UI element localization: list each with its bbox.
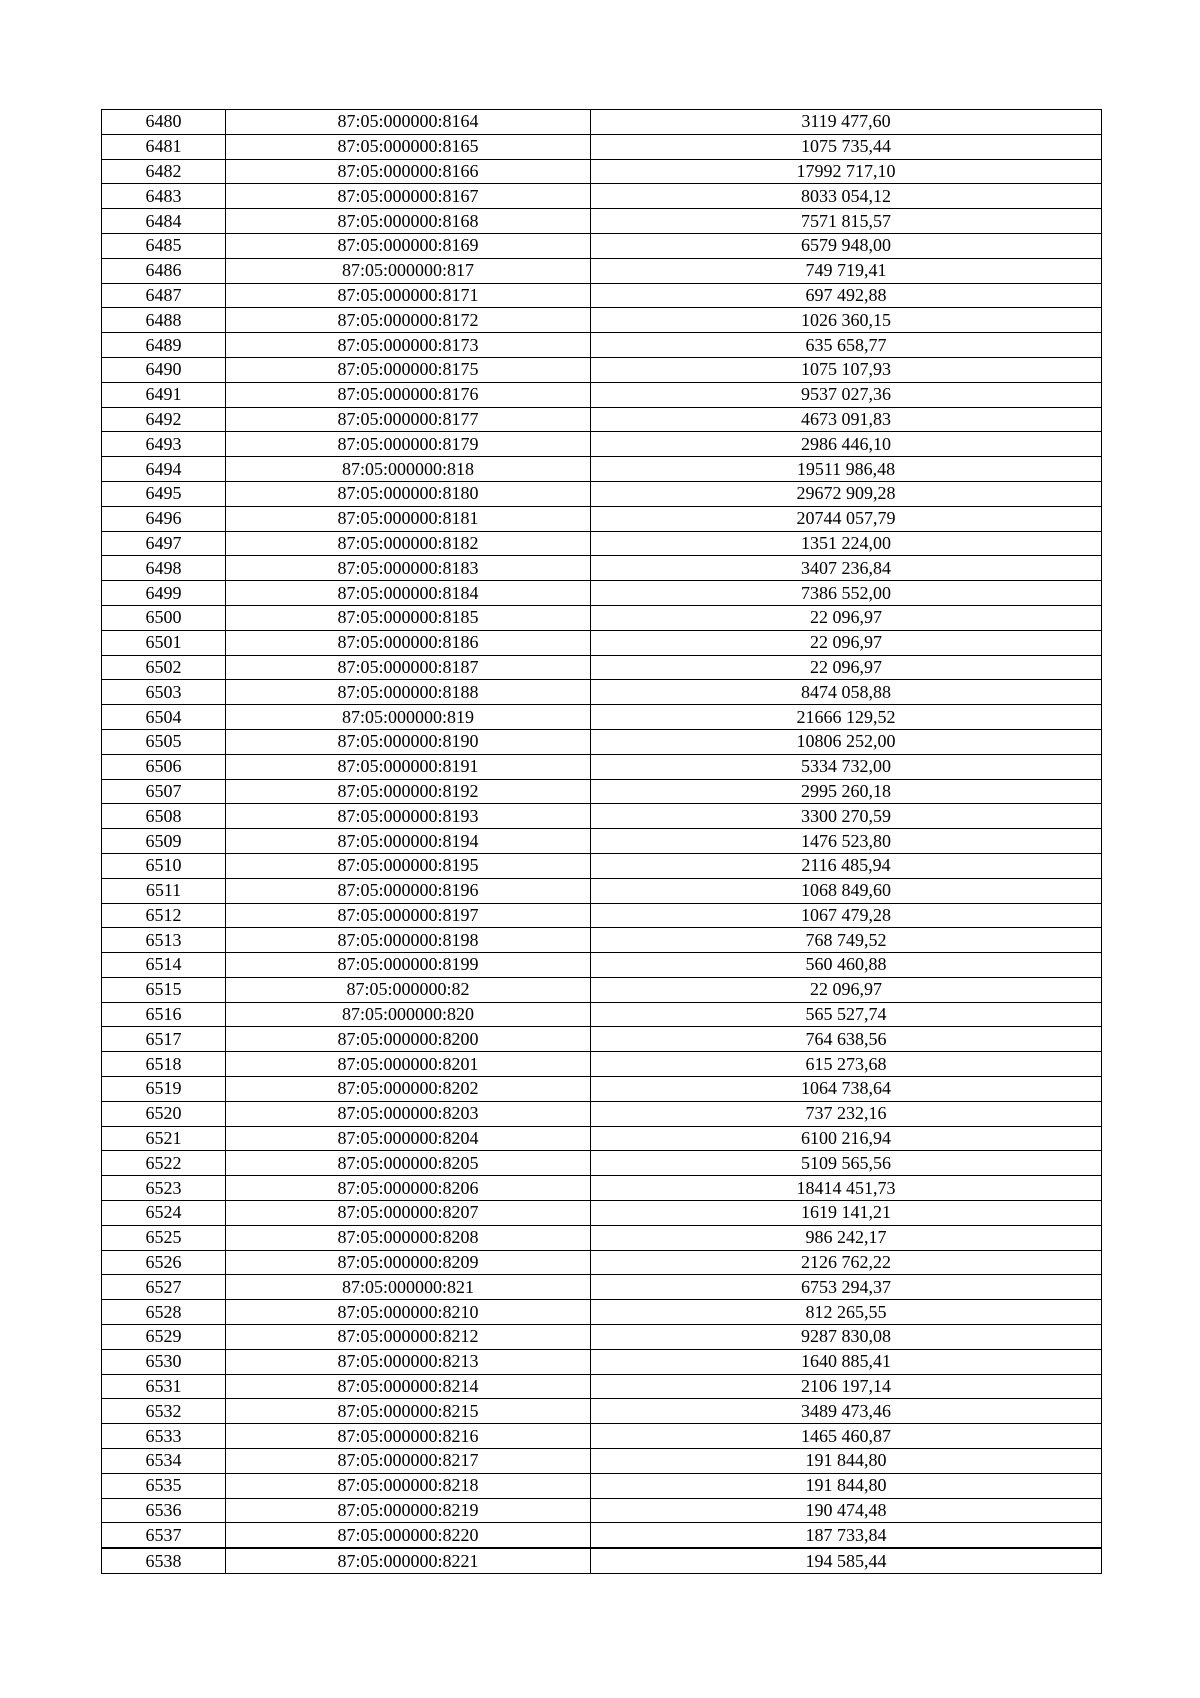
cadastral-number-cell: 87:05:000000:8183 [226,556,591,581]
row-number-cell: 6524 [102,1201,226,1226]
cadastral-value-cell: 20744 057,79 [591,506,1102,531]
table-row [102,853,1102,878]
cadastral-number-cell: 87:05:000000:82 [226,977,591,1002]
cadastral-value-cell: 191 844,80 [591,1473,1102,1498]
cadastral-number-cell: 87:05:000000:8210 [226,1300,591,1325]
cadastral-number-cell: 87:05:000000:8202 [226,1077,591,1102]
cadastral-number-cell: 87:05:000000:818 [226,457,591,482]
row-number-cell: 6526 [102,1250,226,1275]
cadastral-value-cell: 986 242,17 [591,1225,1102,1250]
row-number-cell: 6522 [102,1151,226,1176]
row-number-cell: 6510 [102,853,226,878]
table-row [102,184,1102,209]
row-number-cell: 6493 [102,432,226,457]
cadastral-value-cell: 768 749,52 [591,928,1102,953]
cadastral-number-cell: 87:05:000000:8209 [226,1250,591,1275]
table-row [102,209,1102,234]
table-row [102,531,1102,556]
cadastral-number-cell: 87:05:000000:8168 [226,209,591,234]
cadastral-number-cell: 87:05:000000:8201 [226,1052,591,1077]
cadastral-number-cell: 87:05:000000:8199 [226,953,591,978]
table-row [102,110,1102,135]
cadastral-value-cell: 565 527,74 [591,1002,1102,1027]
row-number-cell: 6519 [102,1077,226,1102]
row-number-cell: 6533 [102,1424,226,1449]
cadastral-number-cell: 87:05:000000:8188 [226,680,591,705]
cadastral-number-cell: 87:05:000000:8195 [226,853,591,878]
row-number-cell: 6496 [102,506,226,531]
cadastral-number-cell: 87:05:000000:8173 [226,333,591,358]
cadastral-number-cell: 87:05:000000:8181 [226,506,591,531]
cadastral-number-cell: 87:05:000000:8171 [226,283,591,308]
table-row [102,779,1102,804]
cadastral-value-cell: 1476 523,80 [591,829,1102,854]
table-row [102,1424,1102,1449]
table-row [102,630,1102,655]
cadastral-number-cell: 87:05:000000:8196 [226,878,591,903]
cadastral-number-cell: 87:05:000000:8207 [226,1201,591,1226]
table-row [102,407,1102,432]
cadastral-number-cell: 87:05:000000:8180 [226,481,591,506]
row-number-cell: 6506 [102,754,226,779]
row-number-cell: 6534 [102,1449,226,1474]
table-row [102,1473,1102,1498]
row-number-cell: 6488 [102,308,226,333]
cadastral-value-cell: 1075 107,93 [591,357,1102,382]
row-number-cell: 6515 [102,977,226,1002]
cadastral-value-cell: 2995 260,18 [591,779,1102,804]
cadastral-value-cell: 4673 091,83 [591,407,1102,432]
table-row [102,705,1102,730]
row-number-cell: 6489 [102,333,226,358]
table-row [102,1151,1102,1176]
cadastral-value-cell: 1351 224,00 [591,531,1102,556]
row-number-cell: 6532 [102,1399,226,1424]
cadastral-value-cell: 7386 552,00 [591,581,1102,606]
cadastral-value-cell: 190 474,48 [591,1498,1102,1523]
table-row [102,258,1102,283]
cadastral-value-cell: 8474 058,88 [591,680,1102,705]
row-number-cell: 6508 [102,804,226,829]
cadastral-value-cell: 1640 885,41 [591,1349,1102,1374]
row-number-cell: 6495 [102,481,226,506]
row-number-cell: 6502 [102,655,226,680]
table-row [102,1275,1102,1300]
cadastral-number-cell: 87:05:000000:8186 [226,630,591,655]
row-number-cell: 6507 [102,779,226,804]
cadastral-number-cell: 87:05:000000:8172 [226,308,591,333]
table-row [102,729,1102,754]
cadastral-value-cell: 22 096,97 [591,630,1102,655]
cadastral-value-cell: 1465 460,87 [591,1424,1102,1449]
cadastral-number-cell: 87:05:000000:8193 [226,804,591,829]
table-row [102,1027,1102,1052]
cadastral-number-cell: 87:05:000000:8198 [226,928,591,953]
table-row [102,928,1102,953]
cadastral-value-cell: 737 232,16 [591,1101,1102,1126]
table-row [102,680,1102,705]
row-number-cell: 6516 [102,1002,226,1027]
table-row [102,1498,1102,1523]
cadastral-number-cell: 87:05:000000:8169 [226,233,591,258]
cadastral-number-cell: 87:05:000000:8192 [226,779,591,804]
cadastral-number-cell: 87:05:000000:819 [226,705,591,730]
cadastral-value-cell: 764 638,56 [591,1027,1102,1052]
cadastral-number-cell: 87:05:000000:8194 [226,829,591,854]
cadastral-value-cell: 1067 479,28 [591,903,1102,928]
row-number-cell: 6518 [102,1052,226,1077]
row-number-cell: 6501 [102,630,226,655]
row-number-cell: 6494 [102,457,226,482]
table-row [102,1449,1102,1474]
cadastral-value-cell: 18414 451,73 [591,1176,1102,1201]
row-number-cell: 6527 [102,1275,226,1300]
cadastral-number-cell: 87:05:000000:8197 [226,903,591,928]
cadastral-value-cell: 2986 446,10 [591,432,1102,457]
cadastral-value-cell: 10806 252,00 [591,729,1102,754]
row-number-cell: 6513 [102,928,226,953]
row-number-cell: 6525 [102,1225,226,1250]
cadastral-value-cell: 1619 141,21 [591,1201,1102,1226]
table-row [102,1225,1102,1250]
row-number-cell: 6484 [102,209,226,234]
table-row [102,1548,1102,1573]
row-number-cell: 6531 [102,1374,226,1399]
cadastral-value-cell: 3119 477,60 [591,110,1102,135]
table-row [102,655,1102,680]
cadastral-number-cell: 87:05:000000:8176 [226,382,591,407]
table-row [102,283,1102,308]
table-row [102,134,1102,159]
row-number-cell: 6492 [102,407,226,432]
cadastral-number-cell: 87:05:000000:8200 [226,1027,591,1052]
cadastral-value-cell: 9537 027,36 [591,382,1102,407]
cadastral-value-cell: 1026 360,15 [591,308,1102,333]
row-number-cell: 6482 [102,159,226,184]
row-number-cell: 6536 [102,1498,226,1523]
cadastral-value-cell: 194 585,44 [591,1548,1102,1573]
row-number-cell: 6505 [102,729,226,754]
table-row [102,605,1102,630]
table-row [102,804,1102,829]
cadastral-number-cell: 87:05:000000:817 [226,258,591,283]
cadastral-value-cell: 812 265,55 [591,1300,1102,1325]
table-row [102,457,1102,482]
row-number-cell: 6528 [102,1300,226,1325]
cadastral-value-cell: 9287 830,08 [591,1325,1102,1350]
cadastral-value-cell: 7571 815,57 [591,209,1102,234]
cadastral-value-cell: 3407 236,84 [591,556,1102,581]
table-row [102,953,1102,978]
table-row [102,481,1102,506]
table-row [102,1201,1102,1226]
cadastral-number-cell: 87:05:000000:8185 [226,605,591,630]
cadastral-value-cell: 187 733,84 [591,1523,1102,1548]
row-number-cell: 6486 [102,258,226,283]
cadastral-number-cell: 87:05:000000:8220 [226,1523,591,1548]
cadastral-value-cell: 22 096,97 [591,977,1102,1002]
cadastral-number-cell: 87:05:000000:8212 [226,1325,591,1350]
table-row [102,382,1102,407]
cadastral-number-cell: 87:05:000000:8214 [226,1374,591,1399]
table-row [102,1374,1102,1399]
cadastral-number-cell: 87:05:000000:8167 [226,184,591,209]
cadastral-value-cell: 1075 735,44 [591,134,1102,159]
row-number-cell: 6538 [102,1548,226,1573]
row-number-cell: 6500 [102,605,226,630]
table-row [102,977,1102,1002]
table-row [102,878,1102,903]
table-row [102,506,1102,531]
cadastral-value-cell: 191 844,80 [591,1449,1102,1474]
cadastral-value-cell: 2126 762,22 [591,1250,1102,1275]
cadastral-value-table [101,109,1102,1574]
row-number-cell: 6517 [102,1027,226,1052]
cadastral-number-cell: 87:05:000000:8179 [226,432,591,457]
cadastral-number-cell: 87:05:000000:8206 [226,1176,591,1201]
table-row [102,1077,1102,1102]
cadastral-value-cell: 635 658,77 [591,333,1102,358]
cadastral-value-cell: 8033 054,12 [591,184,1102,209]
cadastral-value-cell: 22 096,97 [591,655,1102,680]
row-number-cell: 6485 [102,233,226,258]
table-row [102,903,1102,928]
cadastral-value-cell: 3300 270,59 [591,804,1102,829]
row-number-cell: 6504 [102,705,226,730]
table-row [102,1300,1102,1325]
cadastral-number-cell: 87:05:000000:8205 [226,1151,591,1176]
cadastral-number-cell: 87:05:000000:8190 [226,729,591,754]
row-number-cell: 6529 [102,1325,226,1350]
row-number-cell: 6512 [102,903,226,928]
cadastral-value-cell: 560 460,88 [591,953,1102,978]
cadastral-value-cell: 5109 565,56 [591,1151,1102,1176]
table-row [102,1126,1102,1151]
table-row [102,1002,1102,1027]
cadastral-value-cell: 749 719,41 [591,258,1102,283]
cadastral-number-cell: 87:05:000000:8165 [226,134,591,159]
cadastral-number-cell: 87:05:000000:821 [226,1275,591,1300]
cadastral-number-cell: 87:05:000000:8182 [226,531,591,556]
row-number-cell: 6483 [102,184,226,209]
row-number-cell: 6535 [102,1473,226,1498]
row-number-cell: 6503 [102,680,226,705]
cadastral-value-cell: 6753 294,37 [591,1275,1102,1300]
row-number-cell: 6521 [102,1126,226,1151]
row-number-cell: 6511 [102,878,226,903]
row-number-cell: 6498 [102,556,226,581]
row-number-cell: 6499 [102,581,226,606]
table-row [102,159,1102,184]
table-row [102,233,1102,258]
cadastral-value-cell: 1068 849,60 [591,878,1102,903]
row-number-cell: 6514 [102,953,226,978]
cadastral-number-cell: 87:05:000000:8166 [226,159,591,184]
cadastral-number-cell: 87:05:000000:8177 [226,407,591,432]
table-row [102,432,1102,457]
table-row [102,556,1102,581]
cadastral-number-cell: 87:05:000000:820 [226,1002,591,1027]
cadastral-value-cell: 1064 738,64 [591,1077,1102,1102]
row-number-cell: 6480 [102,110,226,135]
row-number-cell: 6481 [102,134,226,159]
table-row [102,1349,1102,1374]
row-number-cell: 6530 [102,1349,226,1374]
cadastral-number-cell: 87:05:000000:8204 [226,1126,591,1151]
cadastral-value-cell: 17992 717,10 [591,159,1102,184]
table-row [102,1101,1102,1126]
table-row [102,333,1102,358]
row-number-cell: 6520 [102,1101,226,1126]
row-number-cell: 6523 [102,1176,226,1201]
table-body [102,110,1102,1574]
cadastral-value-cell: 3489 473,46 [591,1399,1102,1424]
cadastral-value-cell: 697 492,88 [591,283,1102,308]
table-row [102,1176,1102,1201]
cadastral-value-cell: 2106 197,14 [591,1374,1102,1399]
cadastral-number-cell: 87:05:000000:8217 [226,1449,591,1474]
table-row [102,754,1102,779]
table-row [102,357,1102,382]
cadastral-value-cell: 5334 732,00 [591,754,1102,779]
table-row [102,829,1102,854]
cadastral-number-cell: 87:05:000000:8191 [226,754,591,779]
row-number-cell: 6497 [102,531,226,556]
cadastral-value-cell: 22 096,97 [591,605,1102,630]
table-row [102,1523,1102,1548]
row-number-cell: 6509 [102,829,226,854]
table-row [102,1250,1102,1275]
table-row [102,1325,1102,1350]
table-row [102,1052,1102,1077]
cadastral-number-cell: 87:05:000000:8175 [226,357,591,382]
table-row [102,1399,1102,1424]
cadastral-value-cell: 615 273,68 [591,1052,1102,1077]
cadastral-value-cell: 29672 909,28 [591,481,1102,506]
cadastral-number-cell: 87:05:000000:8218 [226,1473,591,1498]
cadastral-number-cell: 87:05:000000:8219 [226,1498,591,1523]
cadastral-number-cell: 87:05:000000:8164 [226,110,591,135]
row-number-cell: 6491 [102,382,226,407]
cadastral-number-cell: 87:05:000000:8213 [226,1349,591,1374]
table-row [102,581,1102,606]
cadastral-number-cell: 87:05:000000:8221 [226,1548,591,1573]
row-number-cell: 6487 [102,283,226,308]
cadastral-number-cell: 87:05:000000:8208 [226,1225,591,1250]
cadastral-number-cell: 87:05:000000:8187 [226,655,591,680]
table-row [102,308,1102,333]
cadastral-number-cell: 87:05:000000:8184 [226,581,591,606]
cadastral-number-cell: 87:05:000000:8203 [226,1101,591,1126]
cadastral-number-cell: 87:05:000000:8215 [226,1399,591,1424]
row-number-cell: 6537 [102,1523,226,1548]
cadastral-value-cell: 2116 485,94 [591,853,1102,878]
row-number-cell: 6490 [102,357,226,382]
cadastral-number-cell: 87:05:000000:8216 [226,1424,591,1449]
cadastral-value-cell: 21666 129,52 [591,705,1102,730]
cadastral-value-cell: 6100 216,94 [591,1126,1102,1151]
cadastral-value-cell: 6579 948,00 [591,233,1102,258]
cadastral-value-cell: 19511 986,48 [591,457,1102,482]
